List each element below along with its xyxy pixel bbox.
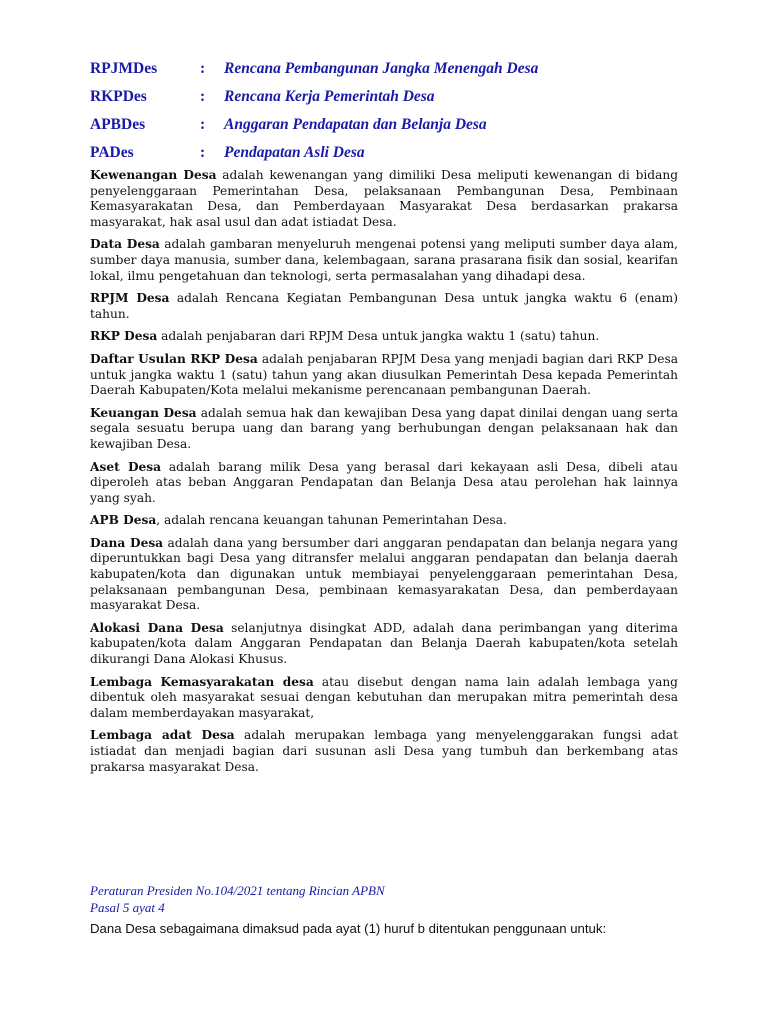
definition-text: adalah penjabaran dari RPJM Desa untuk jangka waktu 1 (satu) tahun.	[157, 329, 600, 344]
citation-title: Peraturan Presiden No.104/2021 tentang Rincian APBN	[90, 883, 385, 898]
abbreviation-definition: Pendapatan Asli Desa	[224, 144, 365, 161]
definition-list	[90, 168, 678, 782]
definition-text: atau disebut dengan nama lain adalah lembaga yang dibentuk oleh masyarakat sesuai dengan kebutuhan dan merupakan mitra pemerintah desa dalam memberdayakan masyarakat,	[90, 674, 678, 720]
abbreviation-row	[90, 60, 690, 88]
definition-term: RKP Desa	[90, 329, 158, 344]
definition-paragraph	[90, 621, 678, 668]
abbreviation-term: PADes	[90, 144, 134, 161]
definition-paragraph	[90, 237, 678, 284]
definition-term: Dana Desa	[90, 535, 164, 550]
definition-text: , adalah rencana keuangan tahunan Pemerintahan Desa.	[156, 513, 507, 528]
definition-text: selanjutnya disingkat ADD, adalah dana perimbangan yang diterima kabupaten/kota dalam Anggaran Pendapatan dan Belanja Daerah kabupaten/kota setelah dikurangi Dana Alokasi Khusus.	[90, 620, 679, 667]
definition-paragraph	[90, 728, 678, 775]
definition-term: Data Desa	[90, 237, 160, 252]
definition-text: adalah Rencana Kegiatan Pembangunan Desa untuk jangka waktu 6 (enam) tahun.	[90, 291, 678, 321]
definition-term: Lembaga Kemasyarakatan desa	[90, 674, 314, 689]
definition-paragraph	[90, 460, 678, 507]
citation-article: Pasal 5 ayat 4	[90, 900, 165, 915]
definition-term: Aset Desa	[90, 459, 162, 474]
definition-text: adalah barang milik Desa yang berasal dari kekayaan asli Desa, dibeli atau diperoleh atas beban Anggaran Pendapatan dan Belanja Desa atau perolehan hak lainnya yang syah.	[90, 459, 678, 505]
definition-paragraph	[90, 291, 678, 322]
definition-text: adalah dana yang bersumber dari anggaran pendapatan dan belanja negara yang diperuntukkan bagi Desa yang ditransfer melalui anggaran pendapatan dan belanja daerah kabupaten/kota dan digunakan untuk membiayai penyelenggaraan pemerintahan Desa, pelaksanaan pembangunan Desa, pembinaan kemasyarakatan Desa, dan pemberdayaan masyarakat Desa.	[90, 535, 678, 613]
definition-term: RPJM Desa	[90, 291, 170, 306]
definition-paragraph	[90, 329, 678, 345]
abbreviation-colon: :	[200, 116, 206, 133]
abbreviation-list	[90, 60, 690, 172]
definition-term: Keuangan Desa	[90, 405, 197, 420]
definition-text: adalah semua hak dan kewajiban Desa yang dapat dinilai dengan uang serta segala sesuatu berupa uang dan barang yang berhubungan dengan pelaksanaan hak dan kewajiban Desa.	[90, 405, 678, 451]
abbreviation-colon: :	[200, 144, 206, 161]
definition-paragraph	[90, 536, 678, 614]
definition-term: Kewenangan Desa	[90, 168, 217, 182]
abbreviation-definition: Rencana Pembangunan Jangka Menengah Desa	[224, 60, 539, 77]
abbreviation-row	[90, 88, 690, 116]
abbreviation-term: RKPDes	[90, 88, 147, 105]
definition-term: Daftar Usulan RKP Desa	[90, 351, 258, 366]
abbreviation-term: RPJMDes	[90, 60, 158, 77]
abbreviation-definition: Rencana Kerja Pemerintah Desa	[224, 88, 435, 105]
abbreviation-colon: :	[200, 60, 206, 77]
definition-paragraph	[90, 675, 678, 722]
definition-paragraph	[90, 352, 678, 399]
definition-term: Alokasi Dana Desa	[90, 620, 224, 635]
definition-paragraph	[90, 513, 678, 529]
definition-text: adalah merupakan lembaga yang menyelenggarakan fungsi adat istiadat dan menjadi bagian dari susunan asli Desa yang tumbuh dan berkembang atas prakarsa masyarakat Desa.	[90, 728, 678, 774]
abbreviation-colon: :	[200, 88, 206, 105]
abbreviation-definition: Anggaran Pendapatan dan Belanja Desa	[224, 116, 487, 133]
definition-text: adalah kewenangan yang dimiliki Desa meliputi kewenangan di bidang penyelenggaraan Pemerintahan Desa, pelaksanaan Pembangunan Desa, Pembinaan Kemasyarakatan Desa, dan Pemberdayaan Masyarakat Desa berdasarkan prakarsa masyarakat, hak asal usul dan adat istiadat Desa.	[90, 168, 678, 229]
definition-paragraph	[90, 168, 678, 230]
definition-term: Lembaga adat Desa	[90, 728, 235, 743]
definition-term: APB Desa	[90, 513, 157, 528]
definition-paragraph	[90, 406, 678, 453]
definition-text: adalah gambaran menyeluruh mengenai potensi yang meliputi sumber daya alam, sumber daya manusia, sumber dana, kelembagaan, sarana prasarana fisik dan sosial, kearifan lokal, ilmu pengetahuan dan teknologi, serta permasalahan yang dihadapi desa.	[90, 237, 678, 283]
definition-text: adalah penjabaran RPJM Desa yang menjadi bagian dari RKP Desa untuk jangka waktu 1 (satu) tahun yang akan diusulkan Pemerintah Desa kepada Pemerintah Daerah Kabupaten/Kota melalui mekanisme perencanaan pembangunan Daerah.	[90, 351, 679, 398]
abbreviation-term: APBDes	[90, 116, 146, 133]
regulation-citation	[90, 882, 678, 916]
abbreviation-row	[90, 116, 690, 144]
closing-paragraph: Dana Desa sebagaimana dimaksud pada ayat (1) huruf b ditentukan penggunaan untuk:	[90, 921, 607, 936]
